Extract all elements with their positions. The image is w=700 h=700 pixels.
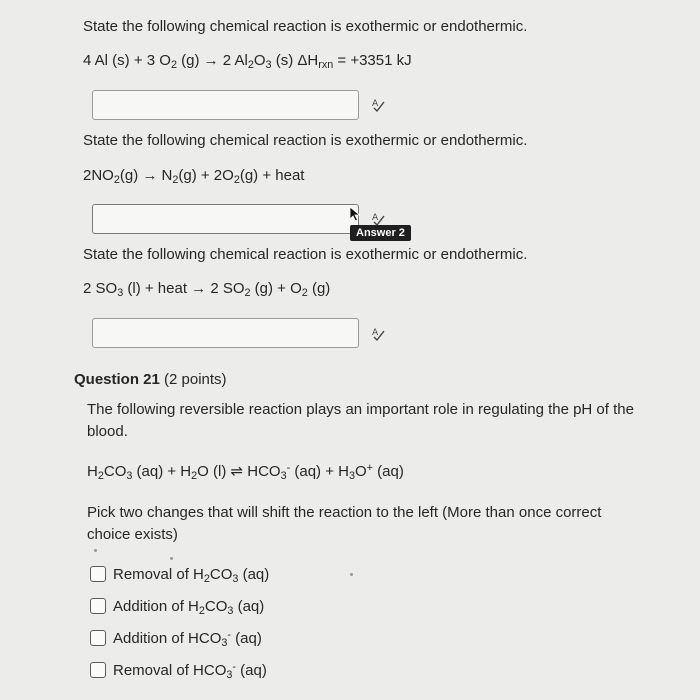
- decorative-dot: [170, 557, 173, 560]
- choice-4-label: Removal of $HCO_3^-$ (aq): [113, 660, 267, 681]
- svg-text:A: A: [372, 213, 379, 223]
- question-1-equation: 4 Al (s) + 3 $O_2$ (g) → 2 $Al_2O_3$ (s) $\Delta H_{rxn} = +3351$ kJ: [83, 52, 412, 72]
- answer-2-input[interactable]: [92, 204, 359, 234]
- decorative-dot: [350, 573, 353, 576]
- svg-text:A: A: [372, 99, 379, 109]
- question-2-prompt: State the following chemical reaction is exothermic or endothermic.: [83, 132, 528, 149]
- checkbox[interactable]: [90, 598, 106, 614]
- answer-1-input[interactable]: [92, 90, 359, 120]
- choice-1-label: Removal of $H_2CO_3$ (aq): [113, 565, 270, 585]
- question-3-equation: 2 $SO_3$ (l) + heat → 2 $SO_2$ $(g) + O_2$ (g): [83, 280, 331, 300]
- spellcheck-icon[interactable]: [370, 97, 386, 113]
- choice-1[interactable]: [90, 563, 269, 585]
- spellcheck-icon[interactable]: [370, 326, 386, 342]
- choice-2-label: Addition of $H_2CO_3$ (aq): [113, 597, 265, 617]
- choice-4[interactable]: [90, 659, 267, 681]
- question-21-instruction: Pick two changes that will shift the reaction to the left (More than once correct choice exists): [87, 504, 602, 543]
- choice-3[interactable]: [90, 627, 262, 649]
- question-3-prompt: State the following chemical reaction is exothermic or endothermic.: [83, 246, 528, 263]
- decorative-dot: [94, 549, 97, 552]
- question-2-equation: $2NO_2(g) \to N_2(g) + 2O_2(g)$ + heat: [83, 167, 305, 187]
- question-21-title: [74, 371, 227, 388]
- checkbox[interactable]: [90, 630, 106, 646]
- question-21-label: Question 21: [74, 371, 160, 388]
- question-21-equation: $H_2CO_3$ $(aq) + H_2O$ (l) ⇌ $HCO_3^-$ $(aq) + H_3O^+$ (aq): [87, 462, 404, 483]
- checkbox[interactable]: [90, 566, 106, 582]
- question-1-prompt: State the following chemical reaction is exothermic or endothermic.: [83, 18, 528, 35]
- answer-2-tooltip: Answer 2: [350, 225, 411, 241]
- equilibrium-arrow: ⇌: [230, 463, 244, 480]
- svg-text:A: A: [372, 328, 379, 338]
- question-21-points: (2 points): [159, 371, 227, 388]
- choice-3-label: Addition of $HCO_3^-$ (aq): [113, 628, 262, 649]
- answer-3-input[interactable]: [92, 318, 359, 348]
- question-21-intro: The following reversible reaction plays an important role in regulating the pH of the blood.: [87, 401, 634, 440]
- choice-2[interactable]: [90, 595, 264, 617]
- mouse-pointer-icon: [349, 206, 361, 222]
- checkbox[interactable]: [90, 662, 106, 678]
